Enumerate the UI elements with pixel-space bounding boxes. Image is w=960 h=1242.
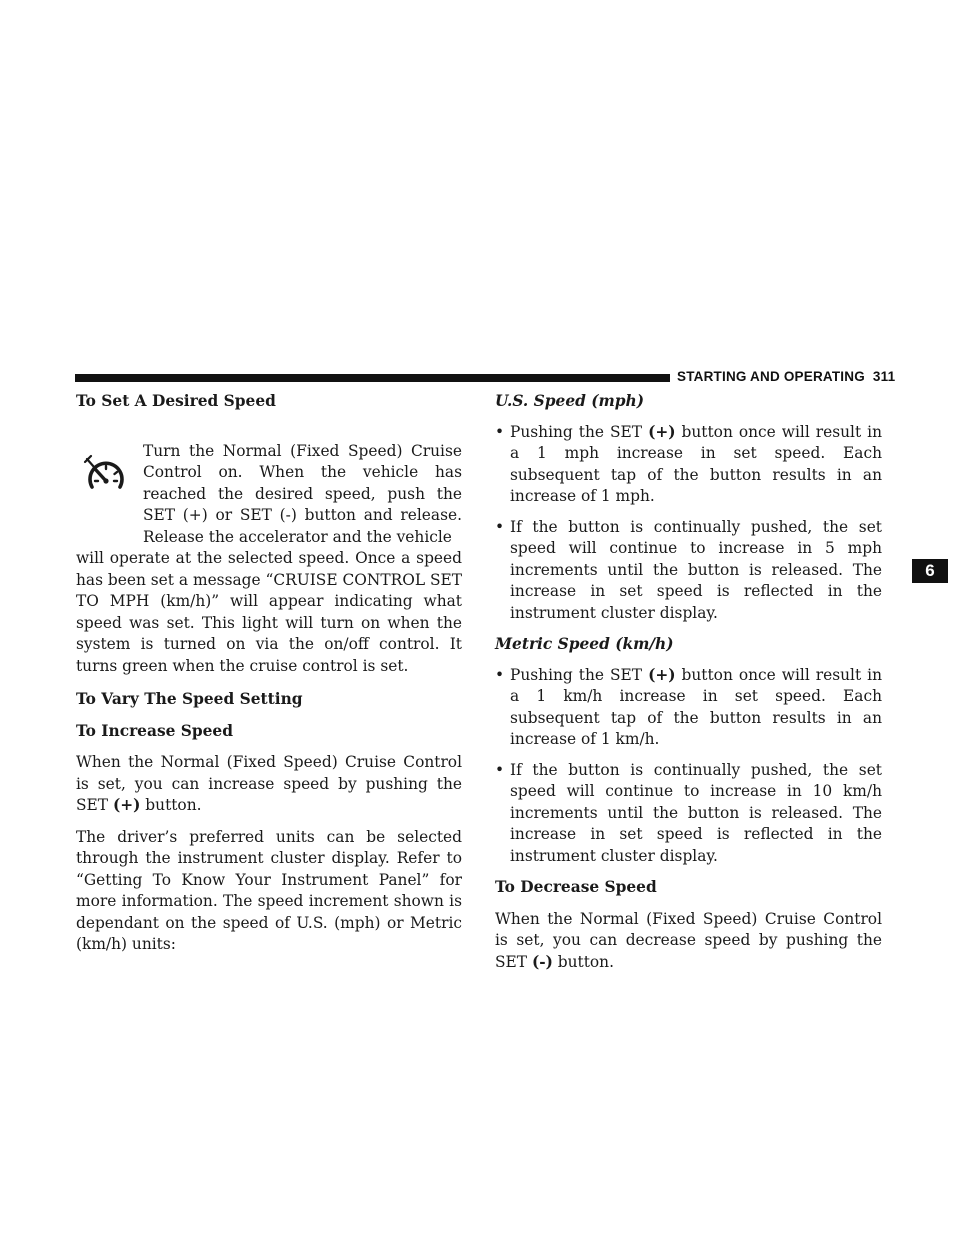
- right-column: [495, 391, 882, 973]
- list-item: • If the button is continually pushed, the set speed will continue to increase in 10 km/h increments until the button is released. The increase in set speed is reflected in the instrument cluster display.: [495, 760, 882, 865]
- bullet: •: [495, 422, 505, 441]
- section-title: STARTING AND OPERATING: [677, 369, 865, 384]
- set-speed-continued: will operate at the selected speed. Once a speed has been set a message “CRUISE CONTROL SET TO MPH (km/h)” will appear indicating what speed was set. This light will turn on when the system is turned on via the on/off control. It turns green when the cruise control is set.: [76, 549, 462, 675]
- page-number: 311: [872, 369, 896, 384]
- metric-speed-list: [495, 665, 882, 868]
- set-minus-label: (-): [531, 952, 553, 971]
- header-rule: [75, 374, 670, 382]
- heading-us-speed: U.S. Speed (mph): [495, 392, 645, 410]
- bullet: •: [495, 760, 505, 779]
- chapter-tab: 6: [912, 559, 948, 583]
- list-item: • Pushing the SET (+) button once will result in a 1 mph increase in set speed. Each subsequent tap of the button results in an increase of 1 mph.: [495, 422, 882, 505]
- units-paragraph: The driver’s preferred units can be selected through the instrument cluster display. Refer to “Getting To Know Your Instrument Panel” for more information. The speed increment shown is dependant on the speed of U.S. (mph) or Metric (km/h) units:: [76, 827, 462, 953]
- heading-metric-speed: Metric Speed (km/h): [495, 635, 674, 653]
- icon-paragraph: [76, 441, 462, 549]
- set-speed-intro: Turn the Normal (Fixed Speed) Cruise Control on. When the vehicle has reached the desired speed, push the SET (+) or SET (-) button and release. Release the accelerator and the vehicle: [143, 441, 462, 546]
- heading-vary-speed: To Vary The Speed Setting: [76, 690, 303, 708]
- decrease-speed-paragraph: When the Normal (Fixed Speed) Cruise Control is set, you can decrease speed by pushing the SET (-) button.: [495, 909, 882, 971]
- left-column: [76, 391, 462, 956]
- heading-set-desired-speed: To Set A Desired Speed: [76, 392, 276, 410]
- list-item: • If the button is continually pushed, the set speed will continue to increase in 5 mph increments until the button is released. The increase in set speed is reflected in the instrument cluster display.: [495, 517, 882, 622]
- increase-speed-paragraph: When the Normal (Fixed Speed) Cruise Control is set, you can increase speed by pushing the SET (+) button.: [76, 753, 462, 814]
- heading-decrease-speed: To Decrease Speed: [495, 878, 657, 896]
- set-plus-label: (+): [112, 796, 141, 814]
- cruise-control-speedometer-icon: [82, 453, 130, 497]
- bullet: •: [495, 517, 505, 536]
- list-item: • Pushing the SET (+) button once will result in a 1 km/h increase in set speed. Each subsequent tap of the button results in an increase of 1 km/h.: [495, 665, 882, 748]
- heading-increase-speed: To Increase Speed: [76, 721, 233, 740]
- us-speed-list: [495, 422, 882, 625]
- bullet: •: [495, 665, 505, 684]
- running-header: [677, 369, 895, 384]
